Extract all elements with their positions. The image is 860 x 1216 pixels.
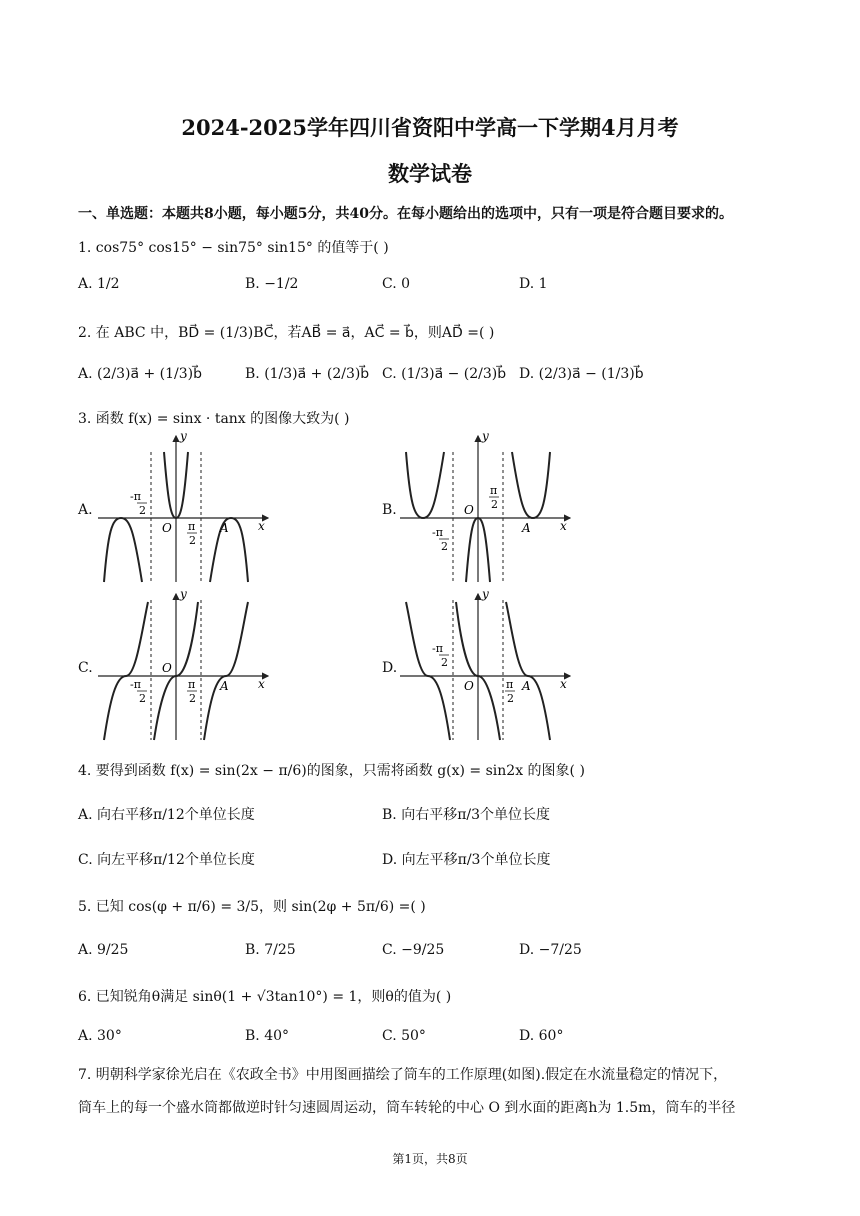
- graph-option-d: [398, 590, 578, 742]
- q3-option-a: A.: [78, 502, 93, 518]
- origin-label: O: [464, 679, 474, 693]
- q4-option-a: A. 向右平移π/12个单位长度: [78, 807, 255, 823]
- pi-label: π: [188, 678, 196, 691]
- point-a-label: A: [220, 679, 229, 693]
- neg-pi-label: -π: [130, 678, 141, 691]
- two-label: 2: [189, 692, 196, 705]
- q7-line2: 筒车上的每一个盛水筒都做逆时针匀速圆周运动，筒车转轮的中心 O 到水面的距离h为 1.5m，筒车的半径: [78, 1100, 736, 1116]
- neg-pi-label: -π: [432, 642, 443, 655]
- point-a-label: A: [220, 521, 229, 535]
- q5-option-c: C. −9/25: [382, 942, 445, 958]
- q6-option-a: A. 30°: [78, 1028, 122, 1044]
- pi-label: π: [506, 678, 514, 691]
- two-label: 2: [139, 692, 146, 705]
- graph-option-a: [96, 432, 276, 584]
- origin-label: O: [464, 503, 474, 517]
- q1-option-a: A. 1/2: [78, 276, 120, 292]
- x-label: x: [258, 519, 265, 533]
- two-label: 2: [507, 692, 514, 705]
- q4-option-c: C. 向左平移π/12个单位长度: [78, 852, 255, 868]
- q3-option-d: D.: [382, 660, 398, 676]
- section-heading: 一、单选题：本题共8小题，每小题5分，共40分。在每小题给出的选项中，只有一项是符合题目要求的。: [78, 206, 733, 222]
- q1-option-d: D. 1: [519, 276, 548, 292]
- q3-stem: 3. 函数 f(x) = sinx · tanx 的图像大致为( ): [78, 411, 350, 427]
- exam-title: 2024-2025学年四川省资阳中学高一下学期4月月考: [181, 115, 679, 140]
- q7-line1: 7. 明朝科学家徐光启在《农政全书》中用图画描绘了筒车的工作原理(如图).假定在水流量稳定的情况下，: [78, 1067, 728, 1083]
- neg-pi-label: -π: [130, 490, 141, 503]
- origin-label: O: [162, 661, 172, 675]
- x-label: x: [258, 677, 265, 691]
- q1-option-b: B. −1/2: [245, 276, 299, 292]
- point-a-label: A: [522, 679, 531, 693]
- q2-option-b: B. (1/3)a⃗ + (2/3)b⃗: [245, 366, 370, 382]
- q5-option-d: D. −7/25: [519, 942, 582, 958]
- q6-option-d: D. 60°: [519, 1028, 564, 1044]
- q4-option-d: D. 向左平移π/3个单位长度: [382, 852, 551, 868]
- q6-stem: 6. 已知锐角θ满足 sinθ(1 + √3tan10°) = 1，则θ的值为( ): [78, 989, 452, 1005]
- q5-stem: 5. 已知 cos(φ + π/6) = 3/5，则 sin(2φ + 5π/6) =( ): [78, 899, 426, 915]
- pi-label: π: [490, 484, 498, 497]
- two-label: 2: [491, 498, 498, 511]
- q5-option-b: B. 7/25: [245, 942, 296, 958]
- two-label: 2: [441, 540, 448, 553]
- pi-label: π: [188, 520, 196, 533]
- graph-option-c: [96, 590, 276, 742]
- q1-stem: 1. cos75° cos15° − sin75° sin15° 的值等于( ): [78, 240, 389, 256]
- two-label: 2: [189, 534, 196, 547]
- origin-label: O: [162, 521, 172, 535]
- q3-option-c: C.: [78, 660, 93, 676]
- q2-option-a: A. (2/3)a⃗ + (1/3)b⃗: [78, 366, 203, 382]
- neg-pi-label: -π: [432, 526, 443, 539]
- two-label: 2: [441, 656, 448, 669]
- y-label: y: [180, 590, 187, 601]
- y-label: y: [482, 590, 489, 601]
- exam-subtitle: 数学试卷: [388, 161, 472, 186]
- q4-option-b: B. 向右平移π/3个单位长度: [382, 807, 551, 823]
- x-label: x: [560, 677, 567, 691]
- q5-option-a: A. 9/25: [78, 942, 129, 958]
- q2-stem: 2. 在 ABC 中，BD⃗ = (1/3)BC⃗，若AB⃗ = a⃗，AC⃗ = b⃗，则AD⃗ =( ): [78, 325, 495, 341]
- q4-stem: 4. 要得到函数 f(x) = sin(2x − π/6)的图象，只需将函数 g(x) = sin2x 的图象( ): [78, 763, 585, 779]
- q2-option-d: D. (2/3)a⃗ − (1/3)b⃗: [519, 366, 644, 382]
- point-a-label: A: [522, 521, 531, 535]
- x-label: x: [560, 519, 567, 533]
- graph-option-b: [398, 432, 578, 584]
- q1-option-c: C. 0: [382, 276, 411, 292]
- q6-option-c: C. 50°: [382, 1028, 426, 1044]
- y-label: y: [482, 432, 489, 443]
- two-label: 2: [139, 504, 146, 517]
- q6-option-b: B. 40°: [245, 1028, 290, 1044]
- y-label: y: [180, 432, 187, 443]
- page-footer: 第1页，共8页: [392, 1152, 468, 1166]
- q2-option-c: C. (1/3)a⃗ − (2/3)b⃗: [382, 366, 507, 382]
- q3-option-b: B.: [382, 502, 397, 518]
